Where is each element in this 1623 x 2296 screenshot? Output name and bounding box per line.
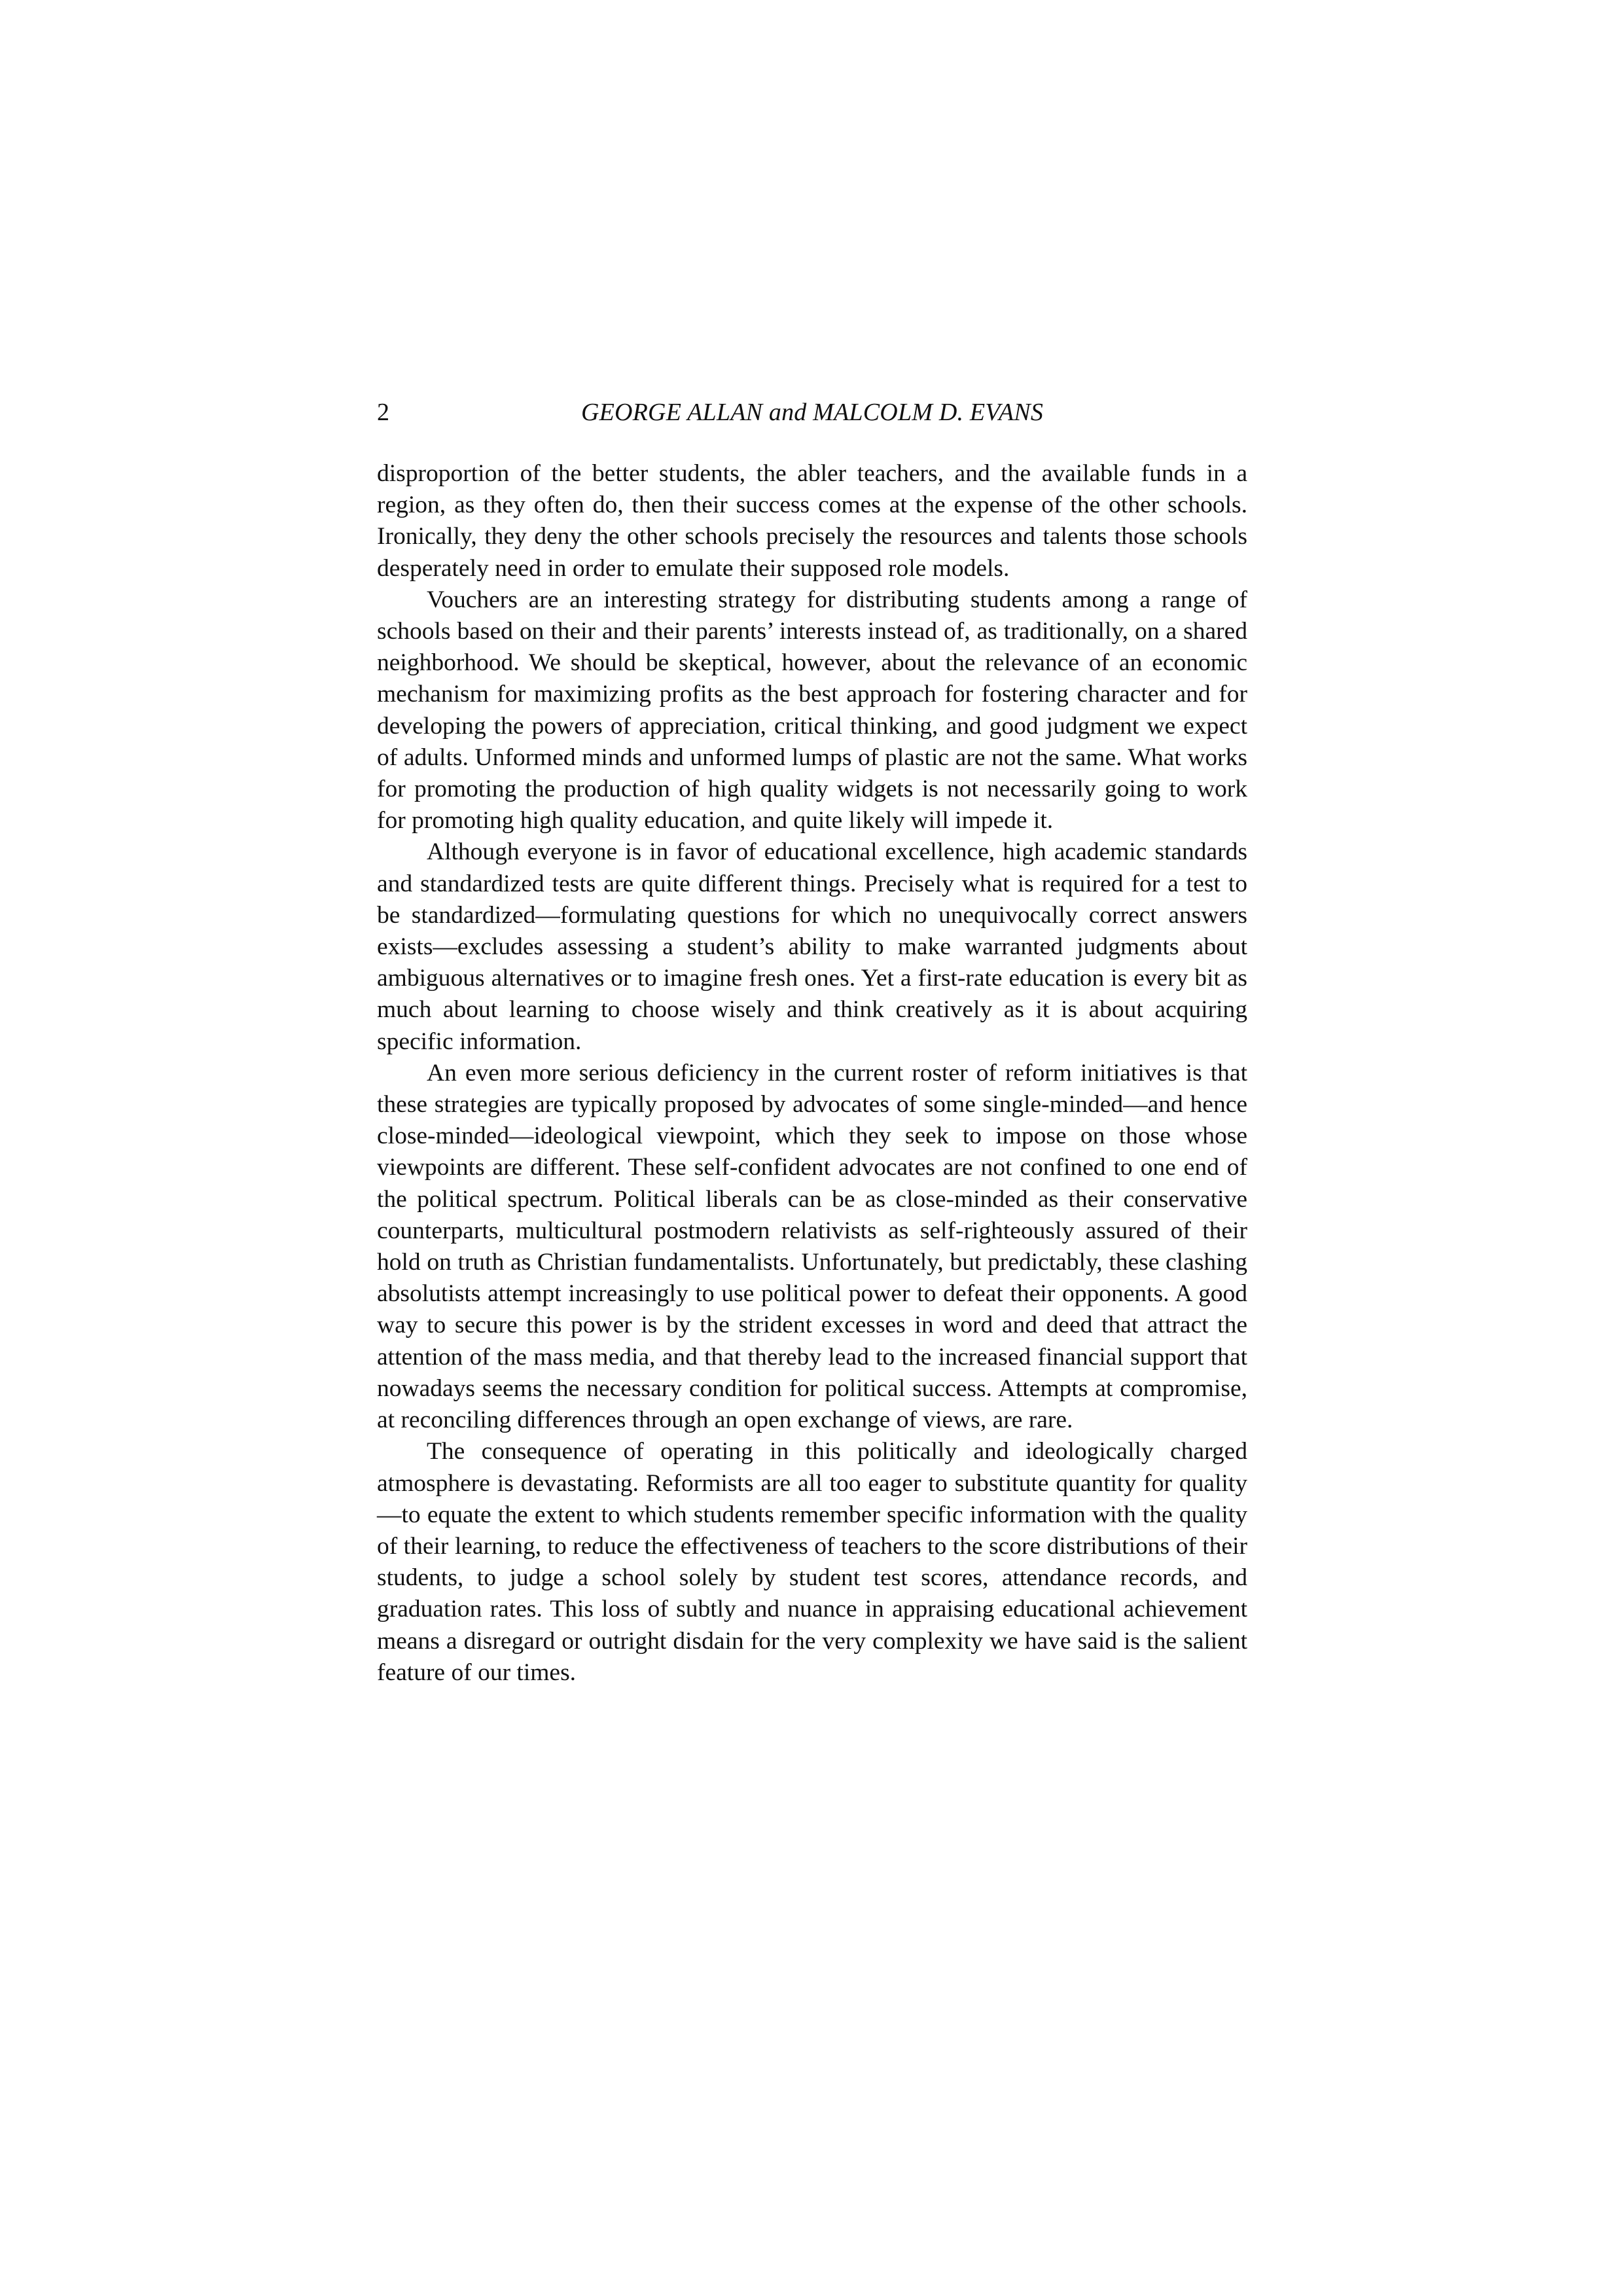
paragraph-vouchers: Vouchers are an interesting strategy for distributing students among a range of schools based on their and their parents’ interests instead of, as traditionally, on a shared neighborhood. We should be skeptical, however, about the relevance of an economic mechanism for maximizing profits as the best approach for fostering character and for developing the powers of appreciation, critical thinking, and good judgment we expect of adults. Unformed minds and unformed lumps of plastic are not the same. What works for promoting the production of high quality widgets is not necessarily going to work for promoting high quality education, and quite likely will impede it. xyxy=(377,586,1247,834)
running-head xyxy=(377,393,1247,432)
paragraph-continued: disproportion of the better students, the abler teachers, and the available funds in a region, as they often do, then their success comes at the expense of the other schools. Ironically, they deny the other schools precisely the resources and talents those schools desperately need in order to emulate their supposed role models. xyxy=(377,460,1247,582)
page-number: 2 xyxy=(377,399,389,426)
body-text xyxy=(377,458,1247,1689)
paragraph-ideology: An even more serious deficiency in the current roster of reform initiatives is that these strategies are typically proposed by advocates of some single-minded—and hence close-minded—ideological viewpoint, which they seek to impose on those whose viewpoints are different. These self-confident advocates are not confined to one end of the political spectrum. Political liberals can be as close-minded as their conservative counterparts, multicultural postmodern relativists as self-righteously assured of their hold on truth as Christian fundamentalists. Unfortunately, but predictably, these clashing absolutists attempt increasingly to use political power to defeat their opponents. A good way to secure this power is by the strident excesses in word and deed that attract the attention of the mass media, and that thereby lead to the increased financial support that nowadays seems the necessary condition for political success. Attempts at compromise, at reconciling differences through an open exchange of views, are rare. xyxy=(377,1059,1247,1434)
running-title: GEORGE ALLAN and MALCOLM D. EVANS xyxy=(580,399,1044,426)
paragraph-standards: Although everyone is in favor of educational excellence, high academic standards and standardized tests are quite different things. Precisely what is required for a test to be standardized—formulating questions for which no unequivocally correct answers exists—excludes assessing a student’s ability to make warranted judgments about ambiguous alternatives or to imagine fresh ones. Yet a first-rate education is every bit as much about learning to choose wisely and think creatively as it is about acquiring specific information. xyxy=(377,838,1247,1055)
paragraph-consequence: The consequence of operating in this politically and ideologically charged atmosphere is devastating. Reformists are all too eager to substitute quantity for quality—to equate the extent to which students remember specific information with the quality of their learning, to reduce the effectiveness of teachers to the score distributions of their students, to judge a school solely by student test scores, attendance records, and graduation rates. This loss of subtly and nuance in appraising educational achievement means a disregard or outright disdain for the very complexity we have said is the salient feature of our times. xyxy=(377,1438,1247,1686)
